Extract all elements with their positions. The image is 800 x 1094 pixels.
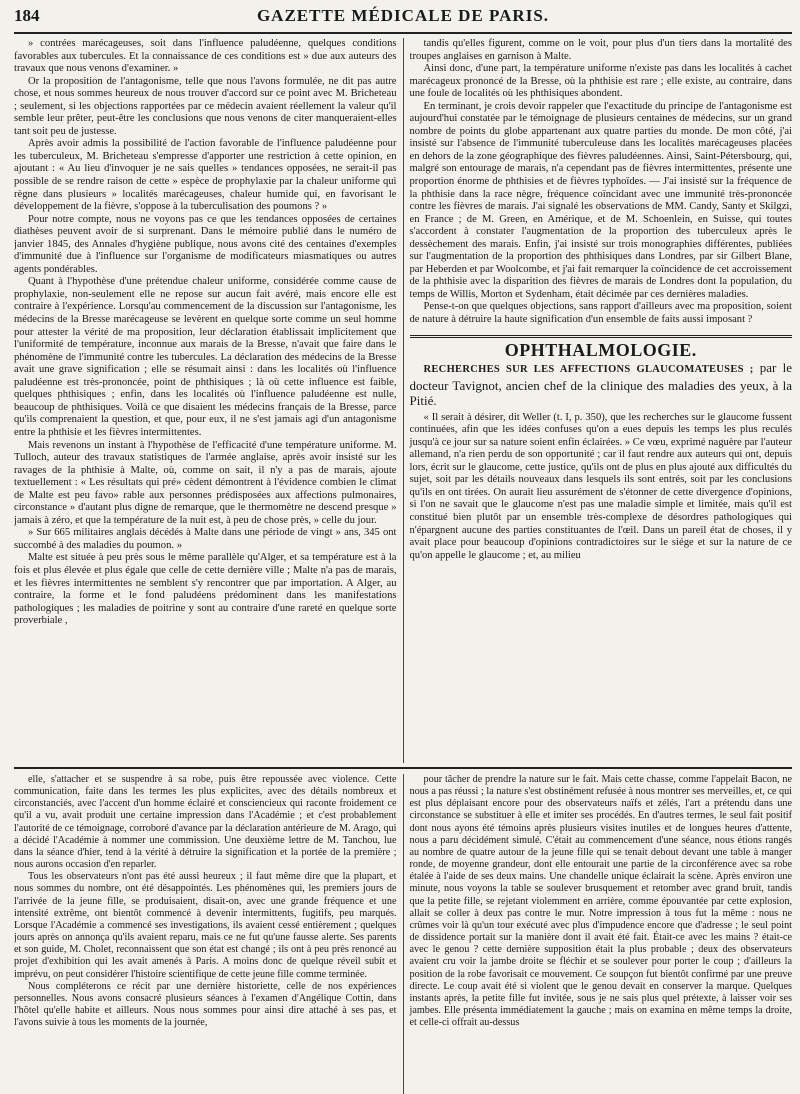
paragraph: En terminant, je crois devoir rappeler que l'exactitude du principe de l'antagonisme est aujourd'hui constatée par le témoignage de plusieurs centaines de médecins, sur un grand nombre de points du globe appartenant aux quatre parties du monde. De mon côté, j'ai insisté sur l'absence de l'immunité tuberculeuse dans les localités marécageuses placées en dehors de la zone géographique des fièvres paludéennes. Ainsi, Saint-Pétersbourg, qui, malgré son entourage de marais, n'a cependant pas de fièvres intermittentes, présente une proportion énorme de phthisies et de fièvres typhoïdes. — J'ai insisté sur la fréquence de la phthisie dans la race nègre, fréquence coïncidant avec une immunité très-prononcée contre les fièvres de marais. J'ai signalé les observations de MM. Candy, Santy et Skilgzi, en France ; de M. Green, en Amérique, et de M. Schoenlein, en Suisse, qui toutes s'accordent à constater l'augmentation de la proportion des tuberculeux après le dessèchement des marais. Enfin, j'ai insisté sur trois monographies différentes, publiées sur l'augmentation de la proportion des phthisiques dans Londres, par sir Gilbert Blane, par Heberden et par Woolcombe, et j'ai fait remarquer la coïncidence de cet accroissement de la phthisie avec la disparition des fièvres de marais de Londres dont la population, du temps de Willis, Morton et Sydenham, était décimée par ces dernières maladies. (409, 100, 792, 300)
section-divider (410, 335, 793, 338)
article-heading (410, 360, 793, 409)
paragraph: tandis qu'elles figurent, comme on le voit, pour plus d'un tiers dans la mortalité des troupes anglaises en garnison à Malte. (409, 38, 792, 62)
paragraph: Pour notre compte, nous ne voyons pas ce que les tendances opposées de certaines diathèses peuvent avoir de si surprenant. Dans le mémoire publié dans le numéro de janvier 1845, des Annales d'hygiène publique, nous avons cité des centaines d'exemples d'immunité due à l'influence sur l'organisme de modificateurs miasmatiques ou autres agents pondérables. (14, 213, 397, 275)
article-title: RECHERCHES SUR LES AFFECTIONS GLAUCOMATEUSES ; (423, 364, 754, 376)
page-header (14, 6, 792, 34)
paragraph: » Sur 665 militaires anglais décédés à Malte dans une période de vingt » ans, 345 ont succombé à des maladies du poumon. » (14, 527, 397, 551)
paragraph: Pense-t-on que quelques objections, sans rapport d'ailleurs avec ma proposition, soient de nature à détruire la haute signification d'un ensemble de faits aussi imposant ? (409, 301, 792, 326)
paragraph: » contrées marécageuses, soit dans l'influence paludéenne, quelques conditions favorables aux tubercules. Et la connaissance de ces conditions est » due aux auteurs des travaux que nous venons d'examiner. » (14, 38, 397, 75)
page-number: 184 (14, 6, 40, 25)
top-columns (14, 38, 792, 763)
paragraph: Mais revenons un instant à l'hypothèse de l'efficacité d'une température uniforme. M. Tulloch, auteur des travaux statistiques de l'armée anglaise, après avoir insisté sur les ravages de la phthisie à Malte, où, comme on sait, il n'y a pas de marais, ajoute textuellement : « Les résultats qui pré» cèdent démontrent à l'évidence combien le climat de Malte est peu favo» rable aux personnes prédisposées aux affections pulmonaires, circonstance » d'autant plus digne de remarque, que le thermomètre ne descend presque » jamais à zéro, et que la température de la nuit est, à peu de chose près, » celle du jour. (14, 439, 397, 526)
feuilleton-divider (14, 767, 792, 769)
paragraph: elle, s'attacher et se suspendre à sa robe, puis être repoussée avec violence. Cette communication, faite dans les termes les plus explicites, avec des détails nombreux et circonstanciés, avec l'accent d'un homme éclairé et consciencieux qui raconte froidement ce qu'il a vu, avait produit une certaine impression dans l'Académie ; et c'est probablement l'autorité de ce témoignage, corroboré d'avance par la déclaration antérieure de M. Arago, qui a décidé l'Académie à nommer une commission. Une deuxième lettre de M. Tanchou, lue dans la séance d'hier, tend à la vérité à détruire la signification et la portée de la première ; nous aurons occasion d'en reparler. (14, 774, 397, 871)
journal-title: GAZETTE MÉDICALE DE PARIS. (256, 6, 550, 25)
paragraph: Quant à l'hypothèse d'une prétendue chaleur uniforme, considérée comme cause de prophylaxie, non-seulement elle ne repose sur aucun fait avéré, mais encore elle est contraire à l'expérience. Lorsqu'au commencement de la discussion sur l'antagonisme, les médecins de la Bresse marécageuse se levèrent en quelque sorte comme un seul homme pour attester la vérité de ma proposition, leur déclaration établissait implicitement que l'uniformité de température, inconnue aux marais de la Bresse, n'avait que faire dans le phénomène de l'immunité contre les tubercules. La déclaration des médecins de la Bresse avait une grave signification ; elle se résumait ainsi : dans les localités où l'influence paludéenne est très-prononcée, point de phthisiques ; là où cette influence est faible, quelques phthisiques ; enfin, dans les localités où l'influence paludéenne est nulle, beaucoup de phthisiques. Voilà ce que disaient les médecins français de la Bresse, parce qu'ils comprenaient la question, et que, pour eux, il ne s'est jamais agi d'un antagonisme entre la phthisie et les fièvres intermittentes. (14, 276, 397, 438)
paragraph: Or la proposition de l'antagonisme, telle que nous l'avons formulée, ne dit pas autre chose, et nous sommes heureux de nous trouver d'accord sur ce point avec M. Bricheteau ; seulement, si les objections rapportées par ce médecin avaient réellement la valeur qu'il semble leur prêter, peut-être les conclusions que nous venons de citer manqueraient-elles tant soit peu de justesse. (14, 75, 397, 137)
paragraph: Tous les observateurs n'ont pas été aussi heureux ; il faut même dire que la plupart, et nous sommes du nombre, ont été désappointés. Les phénomènes qui, les premiers jours de l'arrivée de la jeune fille, se produisaient, disait-on, avec une grande fréquence et une intensité extrême, ont bientôt commencé à devenir intermittents, fugitifs, peu marqués. Lorsque l'Académie a commencé ses investigations, ils avaient cessé entièrement ; quelques jours après on annonça qu'ils avaient reparu, mais ce ne fut qu'une fausse alerte. Ses parents et son guide, M. Cholet, reconnaissent que son état est changé ; ils ont à peu près renoncé au projet d'exhibition qui les avait amenés à Paris. A moins donc de quelque réveil subit et imprévu, on peut considérer l'histoire scientifique de cette jeune fille comme terminée. (14, 871, 397, 980)
section-title: OPHTHALMOLOGIE. (504, 339, 697, 360)
bottom-columns (14, 774, 792, 1094)
paragraph: « Il serait à désirer, dit Weller (t. I, p. 350), que les recherches sur le glaucome fussent continuées, afin que les idées confuses qu'on a eues depuis les temps les plus reculés jusqu'à ce jour sur sa nature soient enfin éclairées. » Ce vœu, exprimé naguère par l'auteur allemand, n'a rien perdu de son opportunité ; car il faut rendre aux auteurs qui ont, depuis lors, écrit sur le glaucome, cette justice, qu'ils ont de plus en plus ajouté aux difficultés du sujet, soit par les détails nouveaux dans lesquels ils sont entrés, soit par les conclusions qu'ils en ont tirées. On aurait lieu assurément de s'étonner de cette divergence d'opinions, si l'on ne savait que le glaucome n'est pas une maladie simple et limitée, mais qu'il est constitué bien plutôt par un ensemble très-complexe de désordres pathologiques qui n'épargnent aucune des parties constituantes de l'œil. Dans un pareil état de choses, il y avait place pour beaucoup d'opinions contradictoires sur le siége et sur la nature de ce qu'on appelle le glaucome ; et, au milieu (409, 411, 792, 561)
top-left-column (14, 38, 403, 763)
paragraph: Nous compléterons ce récit par une dernière historiette, celle de nos expériences personnelles. Nous avons consacré plusieurs séances à l'examen d'Angélique Cottin, dans l'hôtel qu'elle habite et ailleurs. Nous nous sommes pour ainsi dire attaché à ses pas, et l'avons suivie à tous les moments de la journée, (14, 980, 397, 1029)
paragraph: pour tâcher de prendre la nature sur le fait. Mais cette chasse, comme l'appelait Bacon, ne nous a pas réussi ; la nature s'est obstinément refusée à nous montrer ses merveilles, et, ce qui est plus déplaisant encore pour des observateurs naïfs et zélés, l'art a prétendu dans une circonstance se substituer à elle et imiter ses procédés. En d'autres termes, le seul fait positif dont nous ayons été témoins après plusieurs visites inutiles et de longues heures d'attente, nous a paru décidément simulé. C'était au commencement d'une séance, nous étions rangés au nombre de quatre autour de la jeune fille qui se tenait debout devant une table à manger ronde, de moyenne grandeur, dont elle entourait une partie de la circonférence avec sa robe étalée à l'aide de ses deux mains. Une chandelle unique éclairait la scène. Après environ une minute, nous voyons la table se soulever brusquement et retomber avec grand bruit, tandis que la petite fille, se rejetant violemment en arrière, comme épouvantée par cette explosion, allait se coller à deux pas contre le mur. Notre impression à tous fut la même : nous ne crûmes voir là qu'un tour exécuté avec plus d'impudence encore que d'adresse ; le seul point de dissidence portait sur la manière dont il avait été fait. Était-ce avec les mains ? était-ce avec le genou ? cette dernière supposition était la plus probable ; deux des observateurs avaient cru voir la jambe droite se fléchir et se soulever pour porter le coup ; d'ailleurs la position de la robe favorisait ce mouvement. Ce soupçon fut bientôt confirmé par une preuve directe. Le coup avait été si violent que le genou devait en conserver la marque. Quelques instants après, la petite fille fut invitée, sous je ne sais plus quel prétexte, à laisser voir ses jambes. Elle présenta immédiatement la gauche ; mais on examina en même temps la droite, et celle-ci offrait au-dessus (409, 774, 792, 1029)
article-author: par le docteur Tavignot, ancien chef de la clinique des maladies des yeux, à la Pitié. (409, 360, 792, 409)
paragraph: Après avoir admis la possibilité de l'action favorable de l'influence paludéenne pour les tuberculeux, M. Bricheteau s'empresse d'apporter une restriction à cette opinion, en ajoutant : « Au lieu d'invoquer je ne sais quelles » tendances opposées, ne serait-il pas possible de se rendre raison de cette » espèce de prophylaxie par la chaleur uniforme qui règne dans plusieurs » localités marécageuses, chaleur humide qui, en favorisant le développement de la fièvre, s'oppose à la tuberculisation des poumons ? » (14, 138, 397, 213)
top-right-column (403, 38, 793, 763)
bottom-right-column (403, 774, 793, 1094)
bottom-left-column (14, 774, 403, 1094)
paragraph: Ainsi donc, d'une part, la température uniforme n'existe pas dans les localités à cachet marécageux prononcé de la Bresse, où la phthisie est rare ; elle existe, au contraire, dans une foule de localités où les phthisiques abondent. (409, 63, 792, 100)
paragraph: Malte est située à peu près sous le même parallèle qu'Alger, et sa température est à la fois et plus élevée et plus égale que celle de cette dernière ville ; Malte n'a pas de marais, et les fièvres intermittentes ne semblent s'y rencontrer que par importation. A Alger, au contraire, la forme et le fond paludéens prédominent dans les manifestations pathologiques ; les maladies de poitrine y sont au contraire d'une rareté en quelque sorte proverbiale , (14, 552, 397, 627)
